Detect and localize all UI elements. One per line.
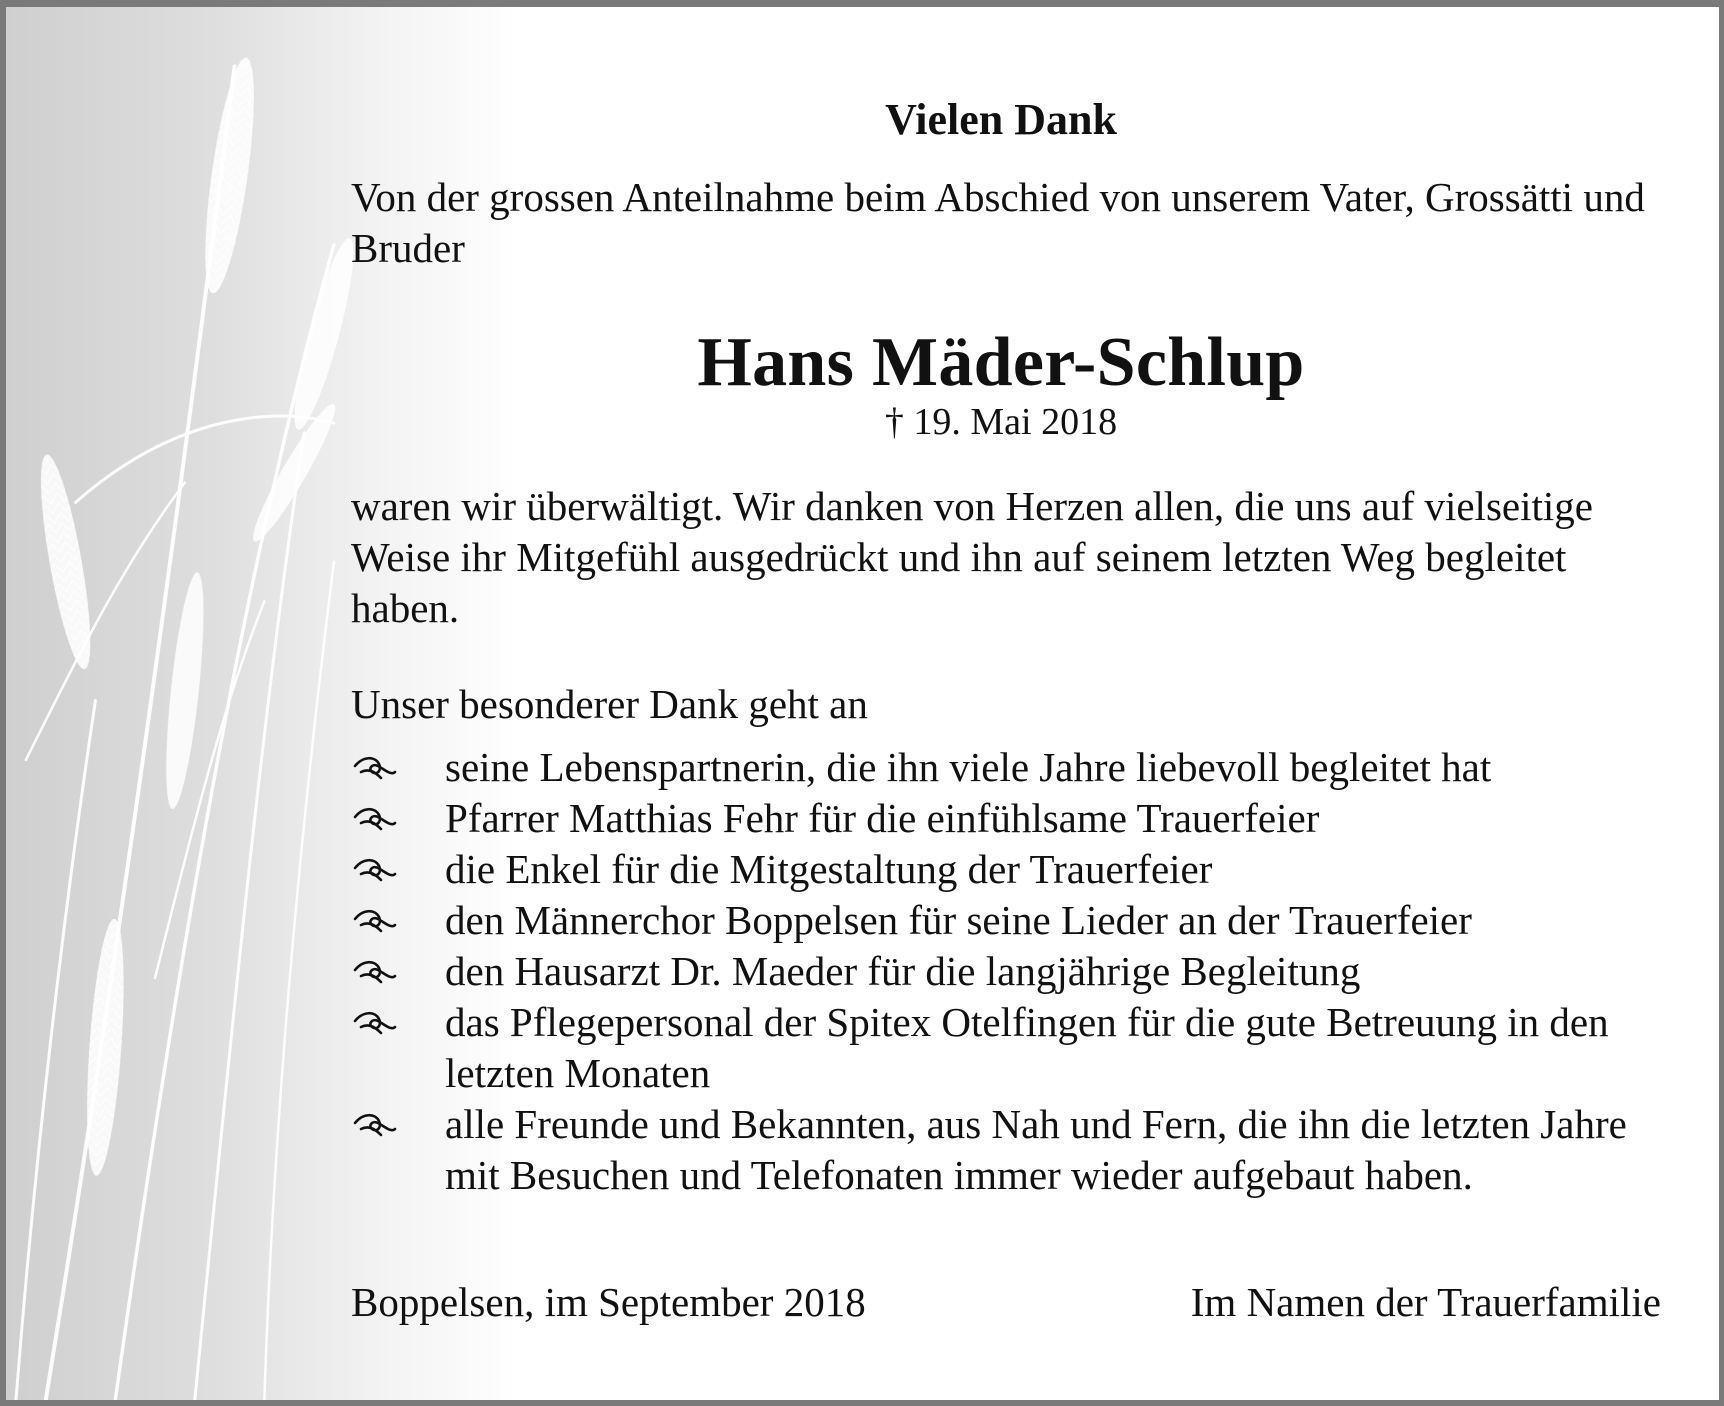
list-item	[351, 742, 1671, 793]
list-item-text: alle Freunde und Bekannten, aus Nah und Fern, die ihn die letzten Jahre mit Besuchen und Telefonaten immer wieder aufgebaut haben.	[445, 1101, 1627, 1198]
thanks-intro: Unser besonderer Dank geht an	[351, 681, 868, 727]
flourish-bullet-icon	[351, 742, 401, 793]
list-item-text: das Pflegepersonal der Spitex Otelfingen für die gute Betreuung in den letzten Monaten	[445, 999, 1609, 1096]
signature: Im Namen der Trauerfamilie	[1190, 1279, 1661, 1325]
death-date: † 19. Mai 2018	[884, 401, 1118, 443]
thanks-list	[351, 742, 1671, 1201]
place-date: Boppelsen, im September 2018	[351, 1279, 866, 1325]
intro-text: Von der grossen Anteilnahme beim Abschied von unserem Vater, Grossätti und Bruder	[351, 174, 1645, 271]
list-item	[351, 895, 1671, 946]
flourish-bullet-icon	[351, 895, 401, 946]
flourish-bullet-icon	[351, 793, 401, 844]
list-item-text: den Männerchor Boppelsen für seine Lieder an der Trauerfeier	[445, 897, 1472, 943]
heading: Vielen Dank	[885, 95, 1117, 144]
list-item	[351, 997, 1671, 1099]
list-item	[351, 1099, 1671, 1201]
list-item	[351, 793, 1671, 844]
thanks-paragraph: waren wir überwältigt. Wir danken von Herzen allen, die uns auf vielseitige Weise ihr Mitgefühl ausgedrückt und ihn auf seinem letzten Weg begleitet haben.	[351, 483, 1593, 631]
flourish-bullet-icon	[351, 997, 401, 1048]
deceased-name: Hans Mäder-Schlup	[697, 324, 1305, 401]
flourish-bullet-icon	[351, 844, 401, 895]
list-item-text: den Hausarzt Dr. Maeder für die langjährige Begleitung	[445, 948, 1361, 994]
list-item-text: die Enkel für die Mitgestaltung der Trauerfeier	[445, 846, 1213, 892]
list-item-text: seine Lebenspartnerin, die ihn viele Jahre liebevoll begleitet hat	[445, 744, 1492, 790]
list-item-text: Pfarrer Matthias Fehr für die einfühlsame Trauerfeier	[445, 795, 1320, 841]
flourish-bullet-icon	[351, 946, 401, 997]
list-item	[351, 946, 1671, 997]
flourish-bullet-icon	[351, 1099, 401, 1150]
list-item	[351, 844, 1671, 895]
